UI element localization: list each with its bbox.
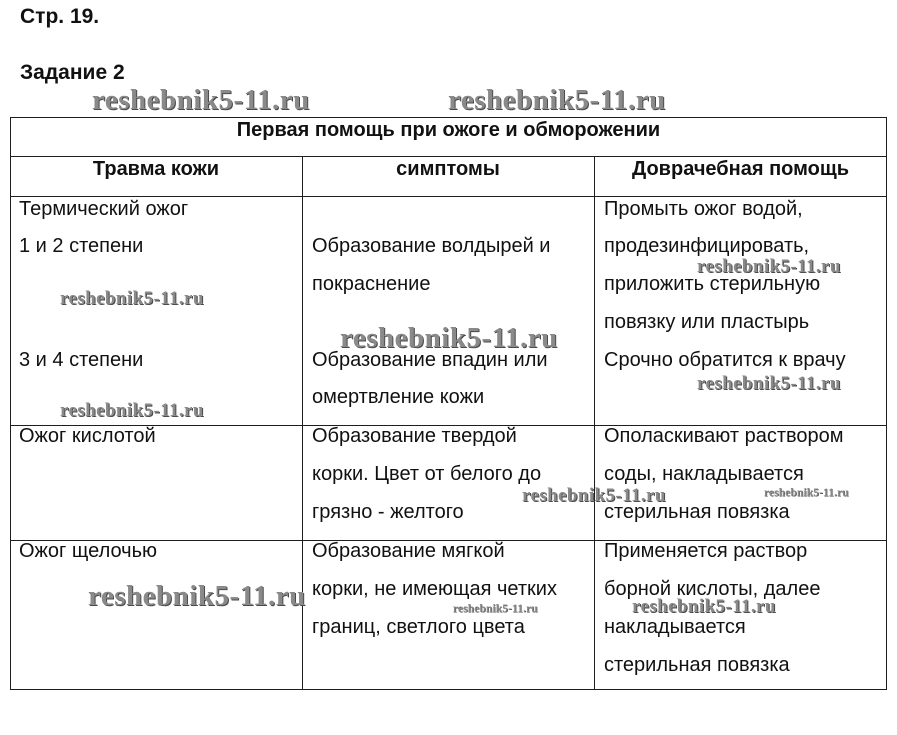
symptom-line: границ, светлого цвета [312,616,525,638]
first-aid-line: повязку или пластырь [604,311,810,333]
symptom-line: корки. Цвет от белого до [312,463,542,485]
watermark: reshebnik5-11.ru [522,485,666,506]
watermark: reshebnik5-11.ru [453,603,538,615]
task-title: Задание 2 [20,61,125,84]
symptom-line: омертвление кожи [312,386,485,408]
watermark: reshebnik5-11.ru [632,596,776,617]
watermark: reshebnik5-11.ru [697,373,841,394]
symptom-line: Образование впадин или [312,349,548,371]
symptom-line: Образование твердой [312,425,517,447]
column-header-injury: Травма кожи [92,158,220,180]
watermark: reshebnik5-11.ru [764,487,849,499]
watermark: reshebnik5-11.ru [60,288,204,309]
degree-label: 1 и 2 степени [19,235,144,257]
watermark: reshebnik5-11.ru [340,322,558,354]
symptom-line: грязно - желтого [312,501,464,523]
watermark: reshebnik5-11.ru [697,256,841,277]
first-aid-line: Промыть ожог водой, [604,198,803,220]
page-number: Стр. 19. [20,5,100,28]
injury-label: Ожог щелочью [19,540,158,562]
watermark: reshebnik5-11.ru [88,580,306,612]
symptom-line: Образование мягкой [312,540,505,562]
watermark: reshebnik5-11.ru [448,84,666,116]
first-aid-line: продезинфицировать, [604,235,810,257]
degree-label: 3 и 4 степени [19,349,144,371]
symptom-line: корки, не имеющая четких [312,578,557,600]
watermark: reshebnik5-11.ru [60,400,204,421]
first-aid-line: борной кислоты, далее [604,578,821,600]
table-title: Первая помощь при ожоге и обморожении [236,119,661,141]
first-aid-line: Срочно обратится к врачу [604,349,846,371]
first-aid-line: стерильная повязка [604,501,790,523]
first-aid-line: Применяется раствор [604,540,808,562]
column-divider [594,156,595,690]
symptom-line: Образование волдырей и [312,235,551,257]
symptom-line: покраснение [312,273,431,295]
first-aid-line: приложить стерильную [604,273,821,295]
column-header-first-aid: Доврачебная помощь [631,158,850,180]
first-aid-line: накладывается [604,616,746,638]
first-aid-line: стерильная повязка [604,654,790,676]
injury-label: Термический ожог [19,198,189,220]
first-aid-line: Ополаскивают раствором [604,425,844,447]
first-aid-line: соды, накладывается [604,463,804,485]
injury-label: Ожог кислотой [19,425,156,447]
column-header-symptoms: симптомы [396,158,500,180]
watermark: reshebnik5-11.ru [92,84,310,116]
